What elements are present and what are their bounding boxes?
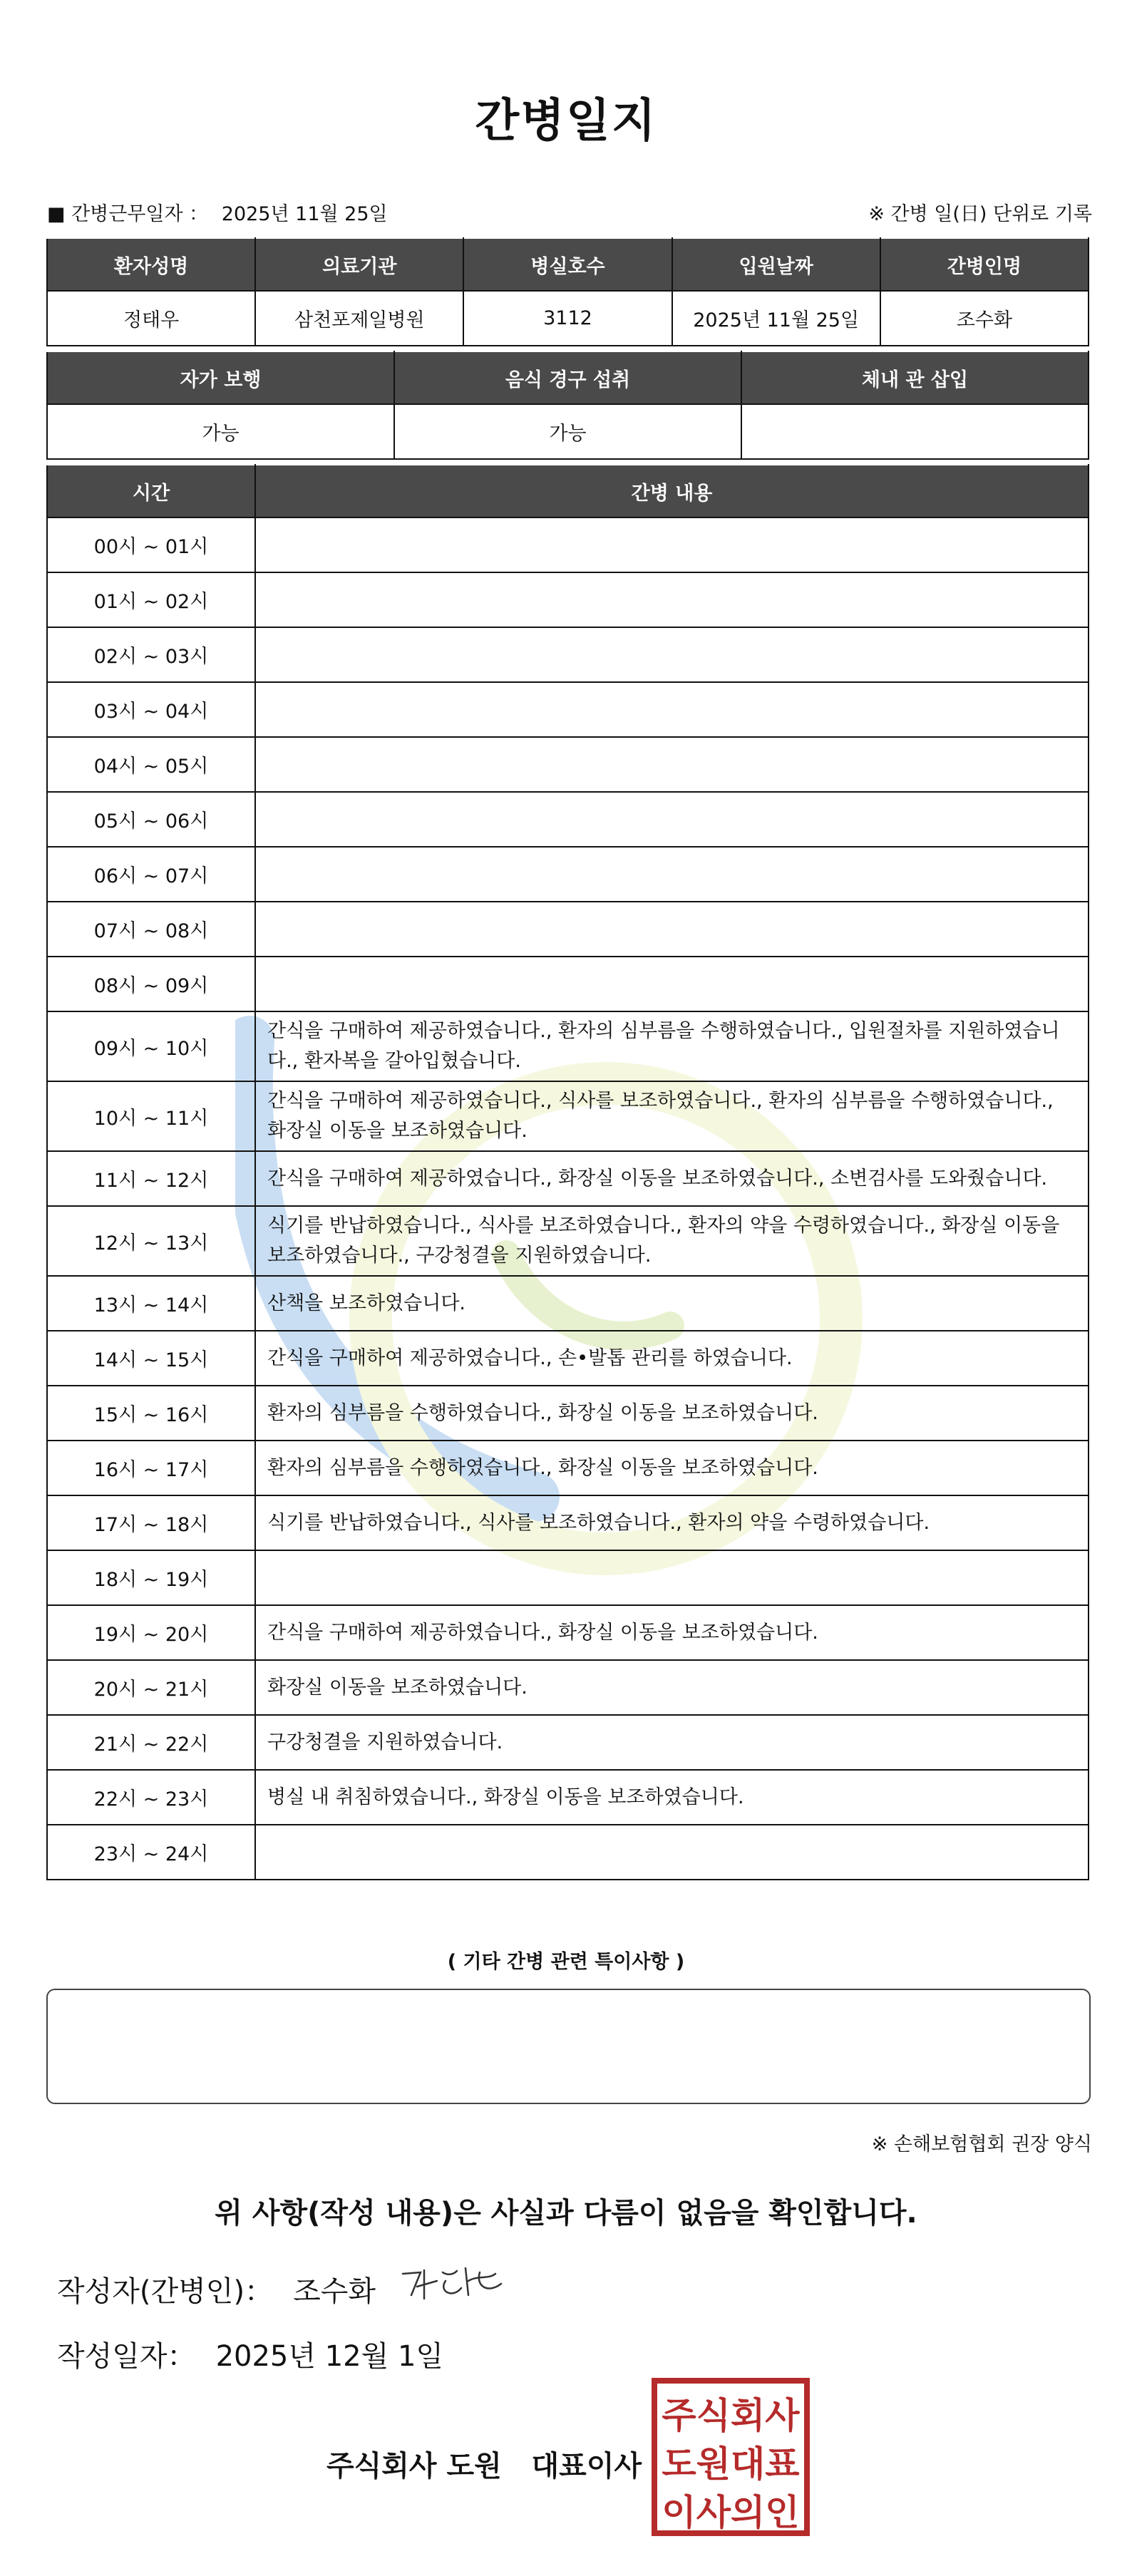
self-walking-value: 가능 <box>47 404 394 459</box>
care-content <box>255 957 1089 1011</box>
table-row <box>47 517 1089 572</box>
table-row <box>47 1825 1089 1880</box>
table-row <box>47 682 1089 737</box>
time-slot: 21시 ~ 22시 <box>47 1715 255 1770</box>
written-date-value: 2025년 12월 1일 <box>215 2340 444 2373</box>
care-content <box>255 517 1089 572</box>
care-content <box>255 682 1089 737</box>
table-row <box>47 1550 1089 1605</box>
table-row <box>47 737 1089 792</box>
care-content: 식기를 반납하였습니다., 식사를 보조하였습니다., 환자의 약을 수령하였습니다. <box>255 1495 1089 1550</box>
table-row <box>47 1011 1089 1081</box>
care-content <box>255 627 1089 682</box>
time-slot: 15시 ~ 16시 <box>47 1386 255 1441</box>
table-row <box>47 572 1089 627</box>
table-row <box>47 404 1089 459</box>
table-row <box>47 1331 1089 1386</box>
header-cell: 병실호수 <box>463 238 672 291</box>
care-content: 환자의 심부름을 수행하였습니다., 화장실 이동을 보조하였습니다. <box>255 1441 1089 1495</box>
time-slot: 14시 ~ 15시 <box>47 1331 255 1386</box>
table-row <box>47 1715 1089 1770</box>
time-slot: 16시 ~ 17시 <box>47 1441 255 1495</box>
header-cell: 간병인명 <box>880 238 1089 291</box>
care-content: 식기를 반납하였습니다., 식사를 보조하였습니다., 환자의 약을 수령하였습니다., 화장실 이동을 보조하였습니다., 구강청결을 지원하였습니다. <box>255 1206 1089 1276</box>
time-slot: 20시 ~ 21시 <box>47 1660 255 1715</box>
time-slot: 23시 ~ 24시 <box>47 1825 255 1880</box>
table-row <box>47 957 1089 1011</box>
time-slot: 18시 ~ 19시 <box>47 1550 255 1605</box>
care-content <box>255 1825 1089 1880</box>
notes-box <box>46 1989 1091 2104</box>
table-row <box>47 1081 1089 1151</box>
care-content: 간식을 구매하여 제공하였습니다., 환자의 심부름을 수행하였습니다., 입원절차를 지원하였습니다., 환자복을 갈아입혔습니다. <box>255 1011 1089 1081</box>
table-row <box>47 1276 1089 1331</box>
table-row <box>47 1151 1089 1206</box>
time-slot: 13시 ~ 14시 <box>47 1276 255 1331</box>
tube-insertion-value <box>741 404 1089 459</box>
time-slot: 07시 ~ 08시 <box>47 902 255 957</box>
table-row <box>47 1605 1089 1660</box>
time-slot: 01시 ~ 02시 <box>47 572 255 627</box>
table-header-row <box>47 238 1089 291</box>
admission-date: 2025년 11월 25일 <box>672 291 880 346</box>
table-row <box>47 291 1089 346</box>
header-cell: 입원날짜 <box>672 238 880 291</box>
table-row <box>47 902 1089 957</box>
time-slot: 03시 ~ 04시 <box>47 682 255 737</box>
header-cell: 시간 <box>47 465 255 517</box>
caregiver-name: 조수화 <box>880 291 1089 346</box>
table-row <box>47 1386 1089 1441</box>
time-slot: 06시 ~ 07시 <box>47 847 255 902</box>
header-cell: 체내 관 삽입 <box>741 351 1089 404</box>
recommendation-note: ※ 손해보험협회 권장 양식 <box>871 2133 1092 2155</box>
care-content: 간식을 구매하여 제공하였습니다., 화장실 이동을 보조하였습니다., 소변검사를 도와줬습니다. <box>255 1151 1089 1206</box>
table-row <box>47 1441 1089 1495</box>
care-content: 산책을 보조하였습니다. <box>255 1276 1089 1331</box>
header-cell: 환자성명 <box>47 238 255 291</box>
table-row <box>47 792 1089 847</box>
care-content <box>255 792 1089 847</box>
hospital-name: 삼천포제일병원 <box>255 291 463 346</box>
care-content: 환자의 심부름을 수행하였습니다., 화장실 이동을 보조하였습니다. <box>255 1386 1089 1441</box>
header-cell: 간병 내용 <box>255 465 1089 517</box>
time-slot: 05시 ~ 06시 <box>47 792 255 847</box>
writer-line <box>57 2269 376 2309</box>
care-content <box>255 847 1089 902</box>
table-header-row <box>47 351 1089 404</box>
time-slot: 00시 ~ 01시 <box>47 517 255 572</box>
care-content: 구강청결을 지원하였습니다. <box>255 1715 1089 1770</box>
table-row <box>47 1770 1089 1825</box>
work-date <box>47 198 388 226</box>
written-date-line <box>57 2334 443 2374</box>
care-content <box>255 572 1089 627</box>
writer-label: 작성자(간병인)： <box>57 2275 274 2308</box>
room-number: 3112 <box>463 291 672 346</box>
seal-line-1: 주식회사 <box>662 2395 800 2436</box>
care-content <box>255 737 1089 792</box>
time-slot: 11시 ~ 12시 <box>47 1151 255 1206</box>
written-date-label: 작성일자： <box>57 2340 196 2373</box>
time-slot: 04시 ~ 05시 <box>47 737 255 792</box>
work-date-label: ■ 간병근무일자 ： <box>47 203 209 225</box>
confirmation-statement: 위 사항(작성 내용)은 사실과 다름이 없음을 확인합니다. <box>215 2197 917 2230</box>
care-content <box>255 1550 1089 1605</box>
time-slot: 19시 ~ 20시 <box>47 1605 255 1660</box>
table-row <box>47 1495 1089 1550</box>
patient-name: 정태우 <box>47 291 255 346</box>
patient-status-table <box>46 351 1089 460</box>
handwritten-signature <box>396 2260 510 2309</box>
table-row <box>47 627 1089 682</box>
writer-name: 조수화 <box>293 2275 376 2308</box>
time-slot: 12시 ~ 13시 <box>47 1206 255 1276</box>
care-content: 화장실 이동을 보조하였습니다. <box>255 1660 1089 1715</box>
seal-line-2: 도원대표 <box>662 2443 800 2485</box>
table-row <box>47 1660 1089 1715</box>
time-slot: 08시 ~ 09시 <box>47 957 255 1011</box>
header-cell: 음식 경구 섭취 <box>394 351 741 404</box>
care-content: 간식을 구매하여 제공하였습니다., 식사를 보조하였습니다., 환자의 심부름을 수행하였습니다., 화장실 이동을 보조하였습니다. <box>255 1081 1089 1151</box>
time-slot: 10시 ~ 11시 <box>47 1081 255 1151</box>
header-cell: 자가 보행 <box>47 351 394 404</box>
patient-info-table <box>46 237 1089 346</box>
work-date-value: 2025년 11월 25일 <box>221 203 388 225</box>
care-content: 간식을 구매하여 제공하였습니다., 손•발톱 관리를 하였습니다. <box>255 1331 1089 1386</box>
table-header-row <box>47 465 1089 517</box>
notes-title: ( 기타 간병 관련 특이사항 ) <box>447 1951 685 1973</box>
care-content: 간식을 구매하여 제공하였습니다., 화장실 이동을 보조하였습니다. <box>255 1605 1089 1660</box>
header-cell: 의료기관 <box>255 238 463 291</box>
care-content <box>255 902 1089 957</box>
company-seal-stamp <box>650 2376 811 2538</box>
table-row <box>47 847 1089 902</box>
seal-line-3: 이사의인 <box>662 2492 800 2533</box>
time-slot: 02시 ~ 03시 <box>47 627 255 682</box>
time-slot: 09시 ~ 10시 <box>47 1011 255 1081</box>
care-log-table <box>46 464 1089 1880</box>
oral-intake-value: 가능 <box>394 404 741 459</box>
unit-note: ※ 간병 일(日) 단위로 기록 <box>868 203 1092 225</box>
company-name: 주식회사 도원 대표이사 <box>326 2450 642 2483</box>
care-content: 병실 내 취침하였습니다., 화장실 이동을 보조하였습니다. <box>255 1770 1089 1825</box>
table-row <box>47 1206 1089 1276</box>
time-slot: 22시 ~ 23시 <box>47 1770 255 1825</box>
time-slot: 17시 ~ 18시 <box>47 1495 255 1550</box>
page-title: 간병일지 <box>475 95 657 148</box>
